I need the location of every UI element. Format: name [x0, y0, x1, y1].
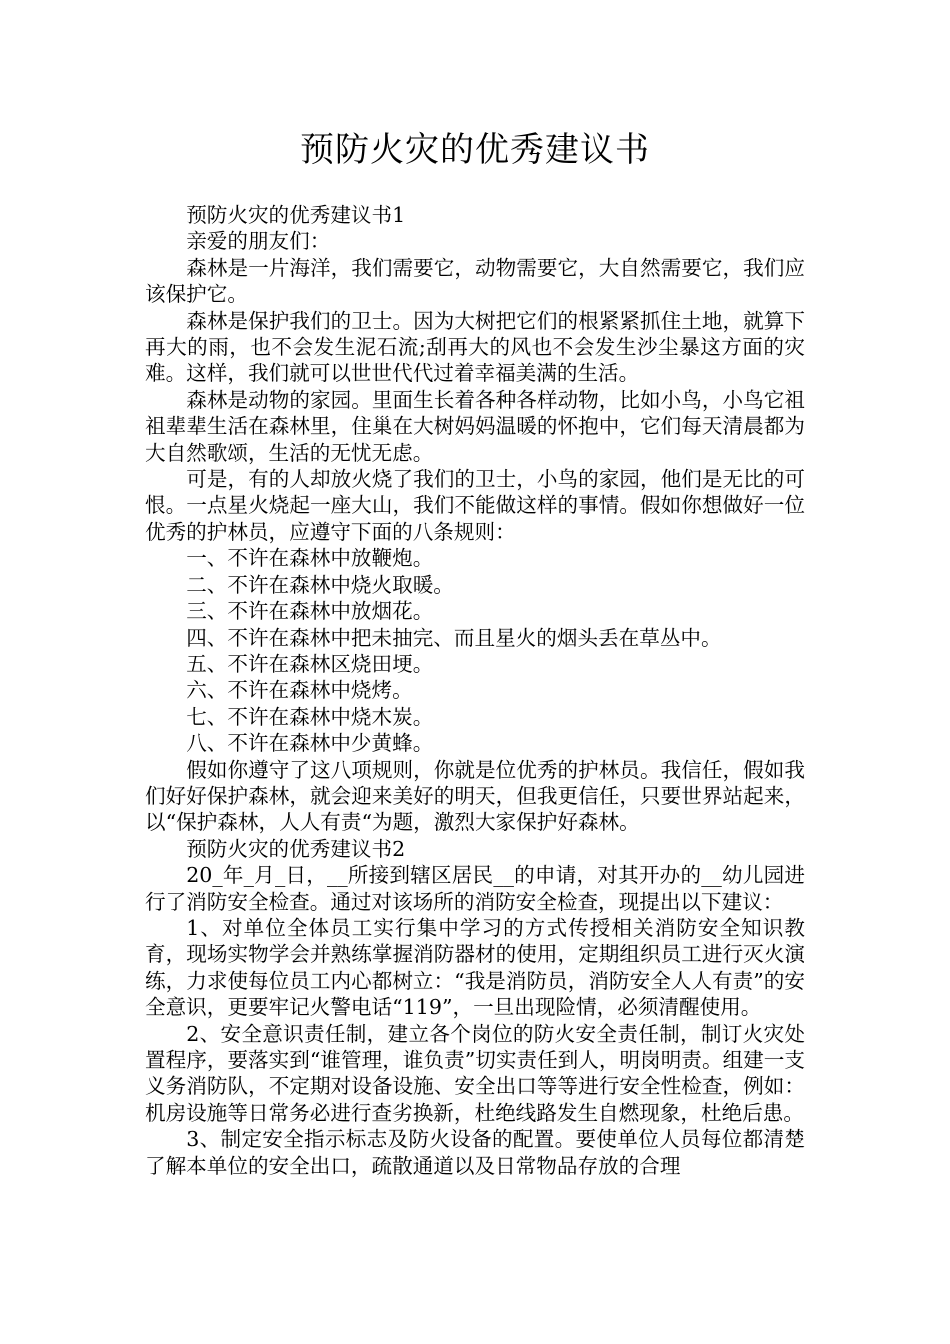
section-heading-2: 预防火灾的优秀建议书2: [186, 836, 406, 861]
section-heading-1: 预防火灾的优秀建议书1: [186, 203, 406, 227]
rule-item: 三、不许在森林中放烟花。: [186, 599, 434, 624]
rule-item: 六、不许在森林中烧烤。: [186, 678, 413, 703]
paragraph: 森林是动物的家园。里面生长着各种各样动物，比如小鸟，小鸟它祖祖辈辈生活在森林里，住巢在大树妈妈温暖的怀抱中，它们每天清晨都为大自然歌颂，生活的无忧无虑。: [145, 387, 805, 465]
rule-item: 一、不许在森林中放鞭炮。: [186, 546, 434, 571]
paragraph: 森林是一片海洋，我们需要它，动物需要它，大自然需要它，我们应该保护它。: [145, 255, 805, 307]
paragraph: 2、安全意识责任制，建立各个岗位的防火安全责任制，制订火灾处置程序，要落实到“谁管理，谁负责”切实责任到人，明岗明责。组建一支义务消防队，不定期对设备设施、安全出口等等进行安全性检查，例如：机房设施等日常务必进行查劣换新，杜绝线路发生自燃现象，杜绝后患。: [145, 1021, 805, 1125]
document-page: [145, 120, 805, 1179]
rule-item: 七、不许在森林中烧木炭。: [186, 704, 434, 729]
document-body: [145, 202, 805, 1179]
document-title: 预防火灾的优秀建议书: [300, 130, 650, 170]
rule-item: 二、不许在森林中烧火取暖。: [186, 572, 454, 597]
rule-item: 八、不许在森林中少黄蜂。: [186, 731, 434, 756]
paragraph: 假如你遵守了这八项规则，你就是位优秀的护林员。我信任，假如我们好好保护森林，就会迎来美好的明天，但我更信任，只要世界站起来，以“保护森林，人人有责“为题，激烈大家保护好森林。: [145, 757, 805, 835]
paragraph: 森林是保护我们的卫士。因为大树把它们的根紧紧抓住土地，就算下再大的雨，也不会发生泥石流;刮再大的风也不会发生沙尘暴这方面的灾难。这样，我们就可以世世代代过着幸福美满的生活。: [145, 308, 805, 386]
salutation: 亲爱的朋友们：: [186, 229, 331, 254]
paragraph: 1、对单位全体员工实行集中学习的方式传授相关消防安全知识教育，现场实物学会并熟练掌握消防器材的使用，定期组织员工进行灭火演练，力求使每位员工内心都树立：“我是消防员，消防安全人人有责”的安全意识，更要牢记火警电话“119”，一旦出现险情，必须清醒使用。: [145, 915, 805, 1020]
paragraph: 20_年_月_日，__所接到辖区居民__的申请，对其开办的__幼儿园进行了消防安全检查。通过对该场所的消防安全检查，现提出以下建议：: [145, 863, 805, 914]
rule-item: 四、不许在森林中把未抽完、而且星火的烟头丢在草丛中。: [186, 625, 722, 650]
rule-item: 五、不许在森林区烧田埂。: [186, 651, 434, 676]
paragraph: 3、制定安全指示标志及防火设备的配置。要使单位人员每位都清楚了解本单位的安全出口，疏散通道以及日常物品存放的合理: [145, 1127, 805, 1178]
paragraph: 可是，有的人却放火烧了我们的卫士，小鸟的家园，他们是无比的可恨。一点星火烧起一座大山，我们不能做这样的事情。假如你想做好一位优秀的护林员，应遵守下面的八条规则：: [145, 467, 805, 544]
